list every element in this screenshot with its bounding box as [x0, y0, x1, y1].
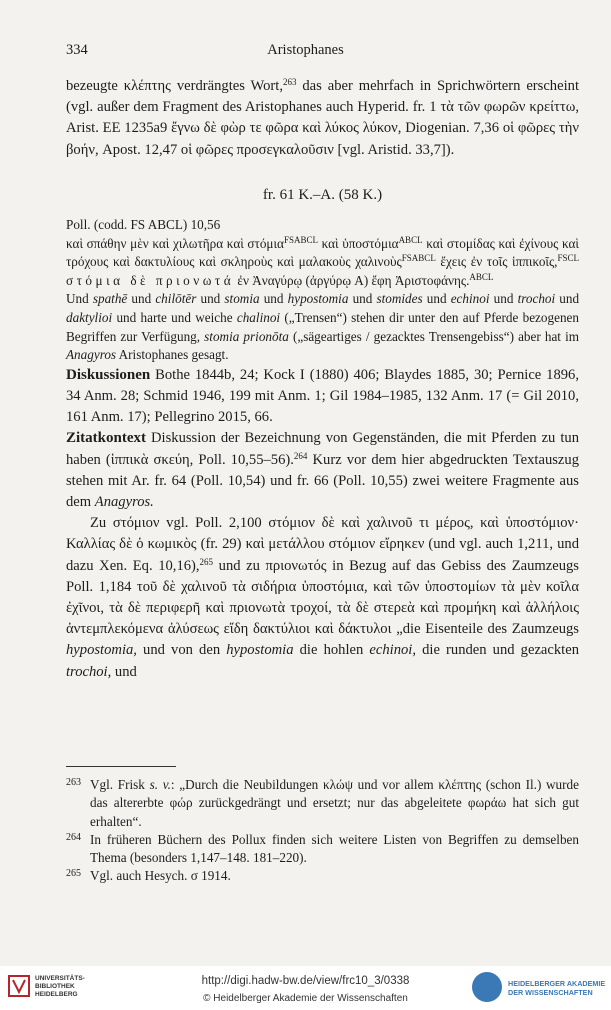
footnotes	[66, 776, 579, 886]
greek-fragment-text: καὶ σπάθην μὲν καὶ χιλωτῆρα καὶ στόμια$^{FSABCL}$ καὶ ὑποστόμια$^{ABCL}$ καὶ στομίδας καὶ ἐχίνους καὶ τρόχους καὶ δακτυλίους καὶ σκληροὺς καὶ μαλακοὺς χαλινοὺς$^{FSABCL}$ ἔχεις ἐν τοῖς ἱππικοῖς,$^{FSCL}$ στόμια δὲ πριονωτά ἐν Ἀναγύρῳ (ἀργύρῳ A) ἔφη Ἀριστοφάνης.$^{ABCL}$	[66, 234, 579, 288]
footnote-263: 263 Vgl. Frisk s. v.: „Durch die Neubildungen κλώψ und vor allem κλέπτης (schon Il.) wurde das altererbte φώρ zurückgedrängt und ersetzt; nur das abgeleitete φωράω hat sich gut erhalten“.	[66, 777, 579, 829]
academy-label: HEIDELBERGER AKADEMIE DER WISSENSCHAFTEN	[508, 979, 606, 997]
spaced-quotation: στόμια δὲ πριονωτά	[66, 272, 235, 288]
footnote-ref-264[interactable]: 264	[293, 450, 308, 461]
running-header	[66, 42, 545, 62]
academy-seal-icon[interactable]	[472, 972, 502, 1002]
main-text	[66, 76, 579, 683]
paragraph-2: Zu στόμιον vgl. Poll. 2,100 στόμιον δὲ καὶ χαλινοῦ τι μέρος, καὶ ὑποστόμιον· Καλλίας δὲ ὁ κωμικὸς (fr. 29) καὶ μετάλλου στόμιον εἴρηκεν (und vgl. auch 1,211, und dazu Xen. Eq. 10,16),$^{265}$ und zu πριονωτός in Bezug auf das Gebiss des Zaumzeugs Poll. 1,184 τοῦ δὲ χαλινοῦ τὰ σιδήρια ὑποστόμια, καὶ τῶν ὑποστομίων τὰ μὲν κοῖλα ἐχῖνοι, τὰ δὲ περιφερῆ καὶ πριονωτὰ τροχοί, τὰ δὲ στερεὰ καὶ προμήκη καὶ ἀλλήλοις ἀντεμπλεκόμενα ἀλύσεως εἴδη δακτύλιοι καὶ δάκτυλοι „die Eisenteile des Zaumzeugs hypostomia, und von den hypostomia die hohlen echinoi, die runden und gezackten trochoi, und	[66, 515, 580, 680]
paragraph-1: bezeugte κλέπτης verdrängtes Wort,$^{263}$ das aber mehrfach in Sprichwörtern erscheint (vgl. außer dem Fragment des Aristophanes auch Hyperid. fr. 1 τὰ τῶν φωρῶν κρείττω, Arist. EE 1235a9 ἔγνω δὲ φὼρ τε φῶρα καὶ λύκος λύκον, Diogenian. 7,36 οἱ φῶρες τὴν βοήν, Apost. 12,47 οἱ φῶρες προσεγκαλοῦσιν [vgl. Aristid. 33,7]).	[66, 77, 579, 158]
zitatkontext-section: Zitatkontext Diskussion der Bezeichnung von Gegenständen, die mit Pferden zu tun haben (ἱππικὰ σκεύη, Poll. 10,55–56).$^{264}$ Kurz vor dem hier abgedruckten Textauszug stehen mit Ar. fr. 64 (Poll. 10,54) und fr. 66 (Poll. 10,55) zwei weitere Fragmente aus dem Anagyros.	[66, 430, 579, 510]
fragment-block	[66, 216, 579, 365]
university-library-label: UNIVERSITÄTS- BIBLIOTHEK HEIDELBERG	[35, 975, 85, 998]
copyright-notice: © Heidelberger Akademie der Wissenschaften	[203, 993, 408, 1004]
translation: Und spathē und chilōtēr und stomia und hypostomia und stomides und echinoi und trochoi und daktylioi und harte und weiche chalinoi („Trensen“) stehen dir unter den auf Pferde bezogenen Begriffen zur Verfügung, stomia prionōta („sägeartiges / gezacktes Trensengebiss“) aber hat im Anagyros Aristophanes gesagt.	[66, 291, 580, 363]
footnote-264: 264 In früheren Büchern des Pollux finden sich weitere Listen von Begriffen zu demselben Thema (besonders 1,147–148. 181–220).	[66, 831, 579, 866]
footnote-rule	[66, 766, 176, 767]
footnote-ref-263[interactable]: 263	[283, 77, 297, 87]
page-number: 334	[66, 42, 88, 58]
viewer-footer	[0, 966, 611, 1010]
fragment-heading: fr. 61 K.–A. (58 K.)	[262, 186, 383, 203]
diskussionen-label: Diskussionen	[66, 366, 151, 383]
source-line: Poll. (codd. FS ABCL) 10,56	[66, 217, 221, 233]
permalink-url[interactable]: http://digi.hadw-bw.de/view/frc10_3/0338	[201, 975, 410, 987]
running-title: Aristophanes	[267, 42, 344, 58]
footnote-265: 265 Vgl. auch Hesych. σ 1914.	[66, 868, 231, 884]
diskussionen-section: Diskussionen Bothe 1844b, 24; Kock I (1880) 406; Blaydes 1885, 30; Pernice 1896, 34 Anm. 28; Schmid 1946, 199 mit Anm. 1; Gil 1984–1985, 132 Anm. 17 (= Gil 2010, 161 Anm. 17); Pellegrino 2015, 66.	[66, 366, 579, 426]
zitatkontext-label: Zitatkontext	[66, 430, 146, 447]
footnote-ref-265[interactable]: 265	[199, 556, 214, 567]
